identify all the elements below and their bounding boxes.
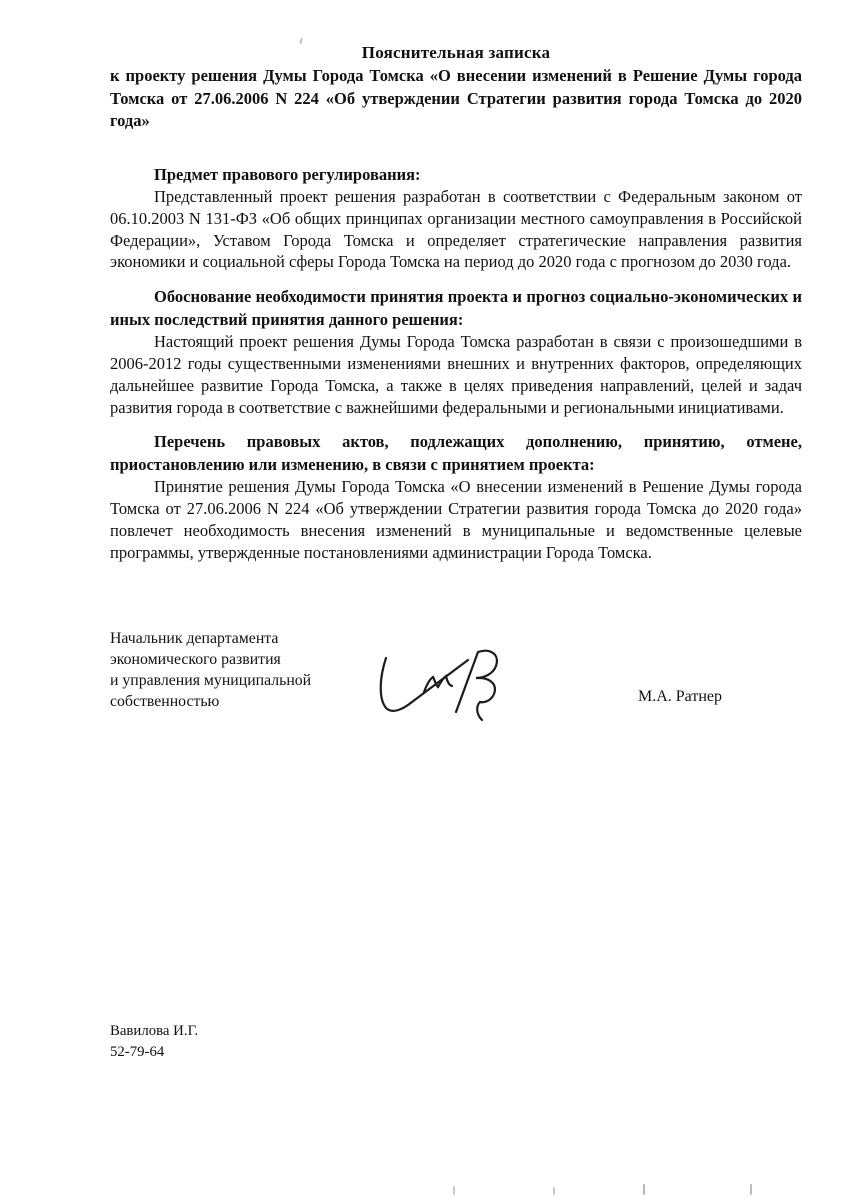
scan-artifact	[553, 1187, 555, 1195]
contact-name: Вавилова И.Г.	[110, 1023, 199, 1039]
section-body-justification: Настоящий проект решения Думы Города Томска разработан в связи с произошедшими в 2006-2012 годы существенными изменениями внешних и внутренних факторов, определяющих дальнейшее развитие Города Томска, а также в целях приведения направлений, целей и задач развития города в соответствие с важнейшими федеральными и региональными инициативами.	[110, 332, 802, 417]
scan-artifact	[453, 1186, 455, 1195]
section-legal-acts	[110, 431, 802, 563]
signature-block	[110, 628, 802, 728]
contact-footer	[110, 1021, 198, 1063]
handwritten-signature-icon	[372, 646, 512, 728]
contact-phone: 52-79-64	[110, 1044, 165, 1060]
section-body-legal-acts: Принятие решения Думы Города Томска «О внесении изменений в Решение Думы города Томска от 27.06.2006 N 224 «Об утверждении Стратегии развития города Томска до 2020 года» повлечет необходимость внесения изменений в муниципальные и ведомственные целевые программы, утвержденные постановлениями администрации Города Томска.	[110, 477, 802, 562]
section-body-subject: Представленный проект решения разработан в соответствии с Федеральным законом от 06.10.2003 N 131-ФЗ «Об общих принципах организации местного самоуправления в Российской Федерации», Уставом Города Томска и определяет стратегические направления развития экономики и социальной сферы Города Томска на период до 2020 года с прогнозом до 2030 года.	[110, 187, 802, 272]
document-title: Пояснительная записка	[361, 43, 551, 62]
section-subject	[110, 164, 802, 274]
scan-artifact	[643, 1184, 645, 1195]
section-heading-legal-acts: Перечень правовых актов, подлежащих дополнению, принятию, отмене, приостановлению или изменению, в связи с принятием проекта:	[110, 432, 802, 474]
section-heading-subject: Предмет правового регулирования:	[154, 164, 421, 184]
signatory-position-line: Начальник департамента	[110, 630, 279, 647]
document-content	[110, 42, 802, 564]
signatory-position-line: экономического развития	[110, 651, 281, 668]
signatory-name: М.А. Ратнер	[638, 688, 723, 705]
scan-artifact	[750, 1184, 752, 1195]
signatory-position	[110, 628, 311, 712]
document-subtitle: к проекту решения Думы Города Томска «О внесении изменений в Решение Думы города Томска от 27.06.2006 N 224 «Об утверждении Стратегии развития города Томска до 2020 года»	[110, 66, 802, 130]
section-heading-justification: Обоснование необходимости принятия проекта и прогноз социально-экономических и иных последствий принятия данного решения:	[110, 287, 802, 329]
signatory-position-line: собственностью	[110, 693, 220, 710]
section-justification	[110, 286, 802, 418]
signatory-position-line: и управления муниципальной	[110, 672, 312, 689]
